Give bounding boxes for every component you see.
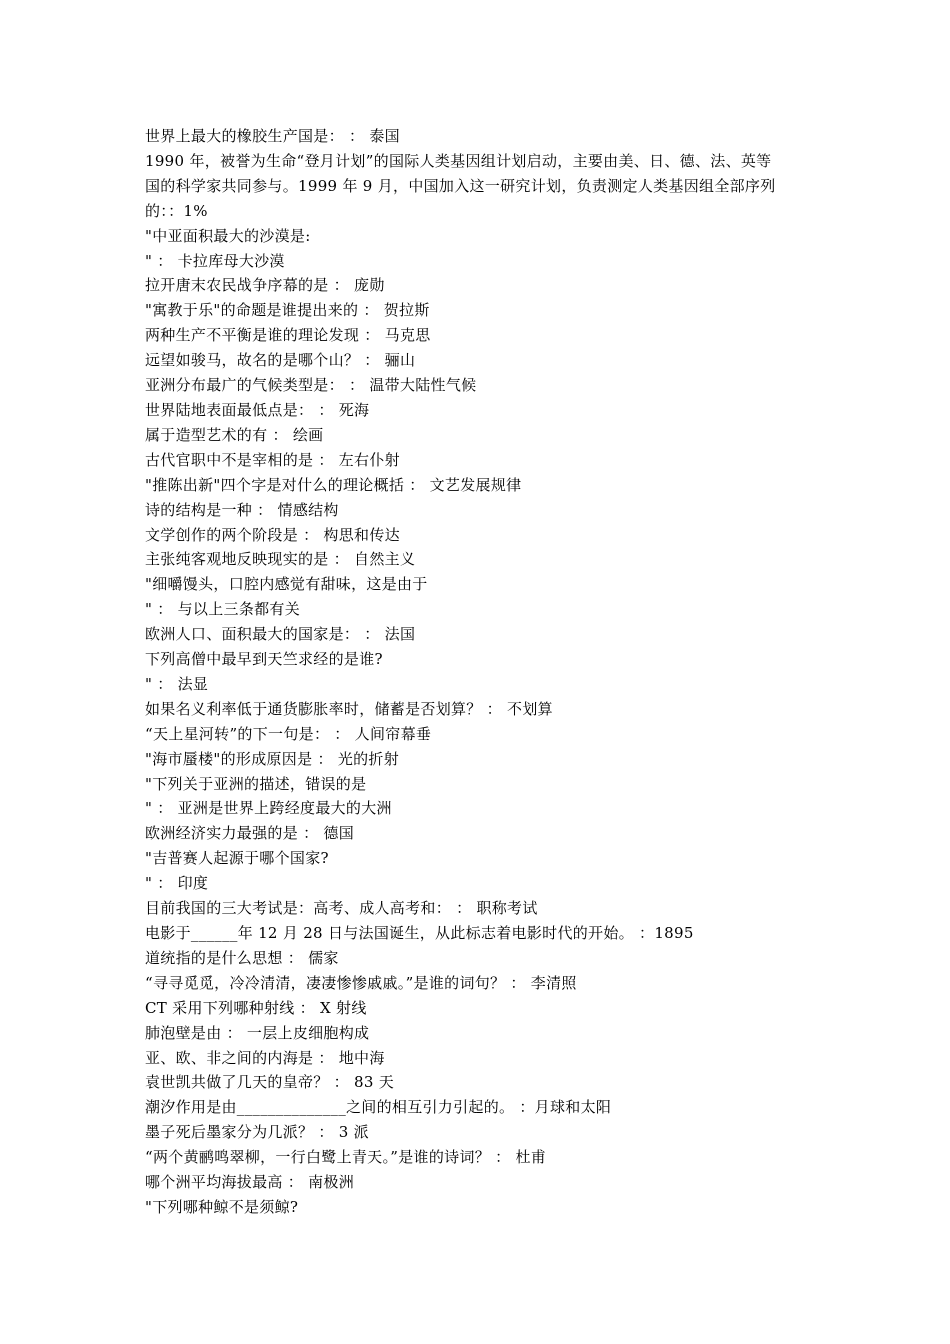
text-line: "寓教于乐"的命题是谁提出来的 ： 贺拉斯 [145,301,430,320]
text-line: "下列哪种鲸不是须鲸? [145,1197,299,1216]
text-line: 1990 年，被誉为生命“登月计划”的国际人类基因组计划启动，主要由美、日、德、法、英等 [145,151,772,170]
text-line: 远望如骏马，故名的是哪个山？ ： 骊山 [145,351,416,370]
text-line: "推陈出新"四个字是对什么的理论概括 ： 文艺发展规律 [145,475,522,494]
text-line: " ： 印度 [145,874,209,893]
text-line: "吉普赛人起源于哪个国家? [145,849,329,868]
text-line: 世界上最大的橡胶生产国是： ： 泰国 [145,127,400,145]
text-line: 主张纯客观地反映现实的是 ： 自然主义 [145,550,416,569]
text-line: "细嚼馒头，口腔内感觉有甜味，这是由于 [145,575,428,594]
text-line: "中亚面积最大的沙漠是: [145,226,311,245]
text-line: 国的科学家共同参与。1999 年 9 月，中国加入这一研究计划，负责测定人类基因组全部序列 [145,176,776,195]
text-line: "下列关于亚洲的描述，错误的是 [145,774,367,793]
text-line: " ： 与以上三条都有关 [145,600,301,619]
document-body [145,124,815,1220]
text-line: 的：：1% [145,201,208,220]
text-line: 亚洲分布最广的气候类型是： ： 温带大陆性气候 [145,376,477,395]
text-line: “寻寻觅觅，冷冷清清，凄凄惨惨戚戚。”是谁的词句？ ： 李清照 [145,973,577,992]
text-line: 下列高僧中最早到天竺求经的是谁? [145,650,383,669]
text-line: “两个黄鹂鸣翠柳，一行白鹭上青天。”是谁的诗词？ ： 杜甫 [145,1148,547,1167]
text-line: 文学创作的两个阶段是 ： 构思和传达 [145,525,400,544]
text-line: 如果名义利率低于通货膨胀率时，储蓄是否划算？ ： 不划算 [145,699,553,718]
text-line: 属于造型艺术的有 ： 绘画 [145,425,324,444]
text-line: 潮汐作用是由______________之间的相互引力引起的。 ：月球和太阳 [145,1098,612,1117]
text-line: " ： 卡拉库母大沙漠 [145,251,285,270]
text-line: 肺泡壁是由 ： 一层上皮细胞构成 [145,1023,370,1042]
text-line: 拉开唐末农民战争序幕的是 ： 庞勋 [145,276,385,295]
text-line: 目前我国的三大考试是：高考、成人高考和： ： 职称考试 [145,899,538,918]
text-line: 亚、欧、非之间的内海是 ： 地中海 [145,1048,385,1067]
text-line: 诗的结构是一种 ： 情感结构 [145,500,339,519]
text-line: 袁世凯共做了几天的皇帝？ ： 83 天 [145,1073,395,1092]
text-line: " ： 亚洲是世界上跨经度最大的大洲 [145,799,392,818]
text-line: 道统指的是什么思想 ： 儒家 [145,948,339,967]
text-line: CT 采用下列哪种射线 ： X 射线 [145,998,367,1017]
text-line: “天上星河转”的下一句是： ： 人间帘幕垂 [145,724,432,743]
text-line: " ： 法显 [145,674,209,693]
text-line: 两种生产不平衡是谁的理论发现 ： 马克思 [145,326,431,345]
text-line: 世界陆地表面最低点是： ： 死海 [145,400,370,419]
text-line: 哪个洲平均海拔最高 ： 南极洲 [145,1173,355,1192]
text-line: 欧洲人口、面积最大的国家是： ： 法国 [145,625,416,644]
text-line: 欧洲经济实力最强的是 ： 德国 [145,824,355,843]
text-line: "海市蜃楼"的形成原因是 ： 光的折射 [145,749,400,768]
text-line: 电影于______年 12 月 28 日与法国诞生，从此标志着电影时代的开始。 ：1895 [145,924,694,942]
text-line: 古代官职中不是宰相的是 ： 左右仆射 [145,450,400,469]
text-line: 墨子死后墨家分为几派？ ： 3 派 [145,1123,369,1142]
